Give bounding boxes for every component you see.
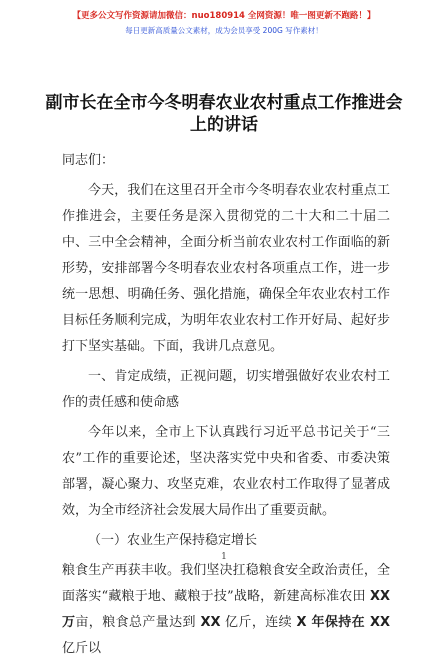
grain-bold-1: XX 万: [62, 589, 390, 630]
greeting: 同志们：: [62, 153, 115, 168]
document-body: [62, 148, 390, 662]
grain-bold-2: XX: [200, 615, 221, 630]
promo-banner-line1: 【更多公文写作资源请加微信：nuo180914 全网资源！唯一图更新不跑路！】: [72, 11, 376, 21]
promo-banner-line2: 每日更新高质量公文素材，成为会员享受 200G 写作素材！: [125, 26, 323, 35]
grain-text-1: 粮食生产再获丰收。我们坚决扛稳粮食安全政治责任，全面落实“藏粮于地、藏粮于技”战略，新建高标准农田: [62, 563, 390, 604]
grain-bold-3: X 年保持在 XX: [296, 615, 391, 630]
section-heading-1: 一、肯定成绩，正视问题，切实增强做好农业农村工作的责任感和使命感: [62, 369, 390, 410]
promo-banner: [0, 0, 448, 36]
paragraph-intro: 今天，我们在这里召开全市今冬明春农业农村重点工作推进会，主要任务是深入贯彻党的二十大和二十届二中、三中全会精神，全面分析当前农业农村工作面临的新形势，安排部署今冬明春农业农村各项重点工作，进一步统一思想、明确任务、强化措施，确保全年农业农村工作目标任务顺利完成，为明年农业农村工作开好局、起好步打下坚实基础。下面，我讲几点意见。: [62, 183, 390, 354]
grain-text-3: 亿斤，连续: [220, 615, 297, 630]
subsection-heading-1: （一）农业生产保持稳定增长: [88, 533, 258, 548]
grain-text-4: 亿斤以: [62, 641, 102, 656]
grain-text-2: 亩，粮食总产量达到: [75, 615, 201, 630]
paragraph-grain-production: [62, 558, 390, 662]
page-number: 1: [221, 552, 227, 562]
paragraph-achievements: 今年以来，全市上下认真践行习近平总书记关于“三农”工作的重要论述，坚决落实党中央和省委、市委决策部署，凝心聚力、攻坚克难，农业农村工作取得了显著成效，为全市经济社会发展大局作出了重要贡献。: [62, 425, 390, 518]
document-title: 副市长在全市今冬明春农业农村重点工作推进会上的讲话: [45, 93, 403, 135]
